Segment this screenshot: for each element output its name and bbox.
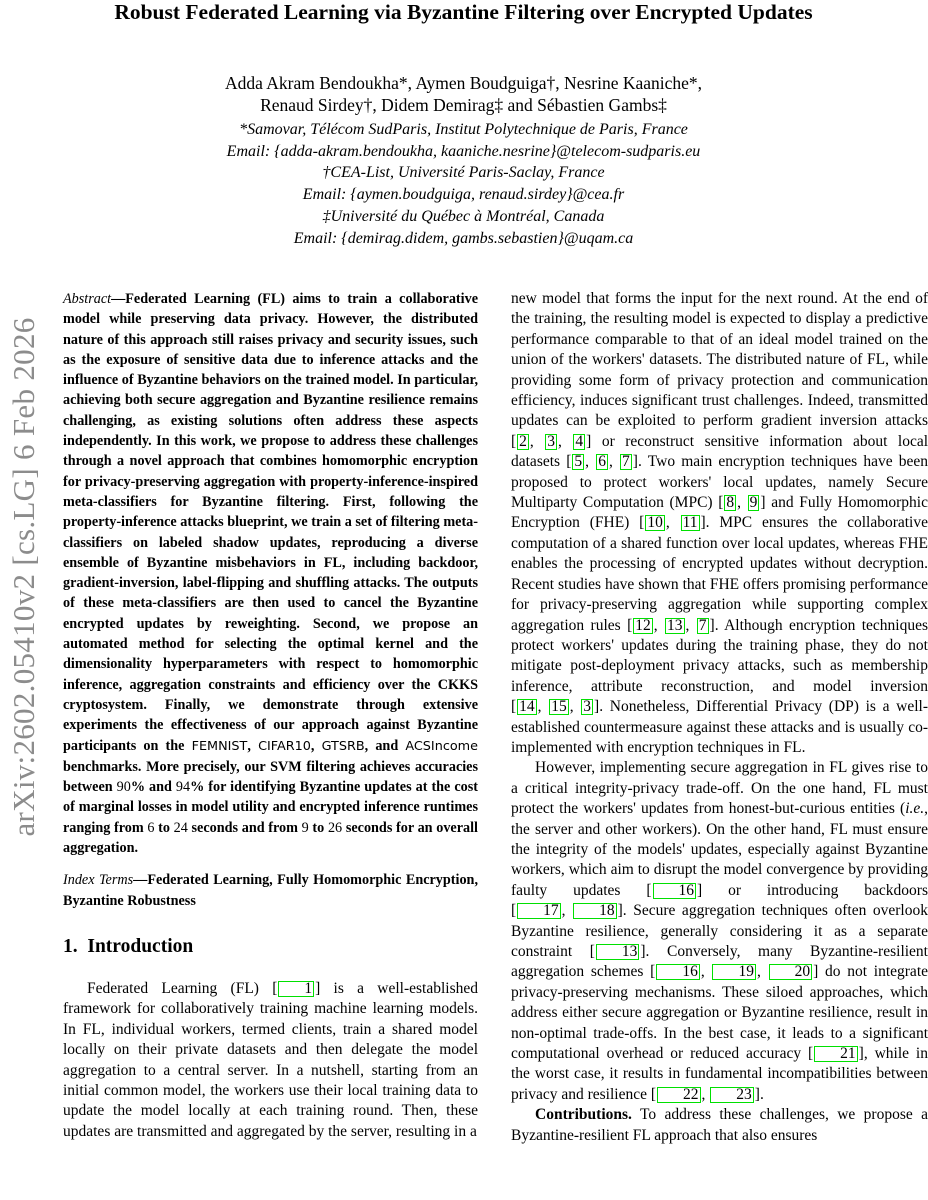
citation-link[interactable]: 11 [682, 514, 698, 532]
affiliation-line: *Samovar, Télécom SudParis, Institut Polytechnique de Paris, France [239, 121, 688, 138]
section-heading [63, 935, 478, 959]
abstract-text: % and [130, 779, 176, 796]
section-number: 1. [63, 935, 78, 957]
citation-link[interactable]: 10 [647, 514, 663, 532]
dataset-name: GTSRB [321, 738, 365, 754]
abstract-text: % for identifying Byzantine updates at the cost of marginal losses in model utility and encrypted inference runtimes ranging from [63, 779, 478, 836]
citation-link[interactable]: 12 [635, 616, 651, 634]
citation-group: [ 2 , 3 , 4 ] [511, 432, 592, 450]
body-text: To address these challenges, we propose a Byzantine-resilient FL approach that also ensures [511, 1106, 928, 1144]
citation-link[interactable]: 6 [598, 453, 606, 471]
abstract-text: benchmarks. More precisely, our SVM filtering achieves accuracies between [63, 758, 478, 796]
index-terms-label: Index Terms [63, 872, 134, 889]
affiliation-email: Email: {demirag.didem, gambs.sebastien}@uqam.ca [293, 229, 634, 247]
citation-link[interactable]: 17 [517, 903, 561, 919]
citation-link[interactable]: 22 [657, 1087, 701, 1103]
abstract-text: —Federated Learning (FL) aims to train a collaborative model while preserving data privacy. However, the distributed nature of this approach still raises privacy and security issues, such as the exposure of sensitive data due to inference attacks and the influence of Byzantine behaviors on the trained model. In particular, achieving both secure aggregation and Byzantine resilience remains challenging, as existing solutions often address these aspects independently. In this work, we propose to address these challenges through a novel approach that combines homomorphic encryption for privacy-preserving aggregation with property-inference-inspired meta-classifiers for Byzantine filtering. First, following the property-inference attacks blueprint, we train a set of filtering meta-classifiers on labeled shadow updates, reproducing a diverse ensemble of Byzantine misbehaviors in FL, including backdoor, gradient-inversion, label-flipping and shuffling attacks. The outputs of these meta-classifiers are then used to cancel the Byzantine encrypted updates by reweighting. Second, we propose an automated method for selecting the optimal kernel and the dimensionality hyperparameters with respect to homomorphic inference, aggregation constraints and efficiency over the CKKS cryptosystem. Finally, we demonstrate through extensive experiments the effectiveness of our approach against Byzantine participants on the [63, 291, 478, 754]
citation-link[interactable]: 21 [814, 1046, 858, 1062]
section-title: Introduction [87, 935, 194, 957]
index-terms-text: —Federated Learning, Fully Homomorphic Encryption, Byzantine Robustness [63, 872, 478, 909]
abstract [63, 289, 478, 858]
paper-title: Robust Federated Learning via Byzantine Filtering over Encrypted Updates [114, 0, 813, 24]
body-text: and Fully Homomorphic Encryption (FHE) [511, 494, 928, 532]
citation-group: [ 13 ] [589, 943, 646, 960]
author-list [0, 72, 927, 116]
affiliation-line: ‡Université du Québec à Montréal, Canada [322, 207, 605, 225]
body-text: . Conversely, many Byzantine-resilient aggregation schemes [511, 943, 928, 981]
abstract-text: to [154, 819, 174, 836]
abstract-text: seconds and from [187, 819, 302, 836]
index-terms [63, 870, 478, 911]
citation-link[interactable]: 16 [653, 883, 697, 899]
number: 94 [175, 779, 191, 796]
citation-link[interactable]: 1 [278, 981, 314, 997]
citation-link[interactable]: 5 [574, 453, 583, 471]
right-column [511, 289, 928, 1146]
body-text: . Nonetheless, Differential Privacy (DP) is a well-established countermeasure against these attacks and is usually co-implemented with encryption techniques in FL. [511, 698, 928, 756]
body-text: . MPC ensures the collaborative computation of a shared function over local updates, whereas FHE enables the processing of encrypted updates without decryption. Recent studies have shown that FHE offers promising performance for privacy-preserving aggregation while supporting complex aggregation rules [511, 514, 928, 634]
intro-paragraph [511, 758, 928, 1105]
citation-group: [ 5 , 6 , 7 ] [566, 453, 638, 471]
abstract-text: seconds for an overall aggregation. [63, 819, 478, 857]
author-line-2: Renaud Sirdey†, Didem Demirag‡ and Sébastien Gambs‡ [260, 95, 667, 115]
number: 6 [147, 819, 155, 836]
citation-group: [ 22 , 23 ] [650, 1085, 760, 1103]
body-text: is a well-established framework for collaboratively training machine learning models. In FL, individual workers, termed clients, train a shared model locally on their private datasets and then delegate the model aggregation to a central server. In a nutshell, starting from an initial common model, the workers use their local training data to update the model locally at each training round. Then, these updates are transmitted and aggregated by the server, resulting in a [63, 979, 478, 1140]
citation-link[interactable]: 7 [698, 616, 707, 634]
citation-link[interactable]: 23 [710, 1087, 754, 1103]
body-text: Federated Learning (FL) [87, 979, 273, 997]
body-text: . [759, 1085, 764, 1103]
abstract-label: Abstract [63, 291, 112, 307]
affiliation-email: Email: {aymen.boudguiga, renaud.sirdey}@cea.fr [302, 186, 625, 204]
citation-link[interactable]: 2 [519, 432, 527, 450]
contributions-label: Contributions. [535, 1106, 632, 1124]
body-text: or reconstruct sensitive information about local datasets [511, 432, 928, 471]
abstract-text: , [310, 737, 322, 754]
body-text: new model that forms the input for the next round. At the end of the training, the resulting model is expected to display a predictive performance comparable to that of an ideal model trained on the union of the workers' datasets. The distributed nature of FL, while providing some form of privacy protection and communication efficiency, induces significant trust challenges. Indeed, transmitted updates can be exploited to perform gradient inversion attacks [511, 290, 928, 430]
number: 24 [173, 819, 188, 836]
citation-link[interactable]: 7 [622, 453, 630, 471]
citation-link[interactable]: 4 [575, 432, 584, 450]
citation-group: [ 8 , 9 ] [718, 494, 766, 512]
citation-link[interactable]: 16 [656, 964, 700, 980]
intro-paragraph [511, 289, 928, 758]
dataset-name: ACSIncome [405, 738, 479, 754]
body-text: However, implementing secure aggregation in FL gives rise to a critical integrity-privacy trade-off. On the one hand, FL must protect the workers' updates from honest-but-curious entities ( [511, 759, 928, 818]
citation-link[interactable]: 13 [596, 944, 640, 960]
abstract-text: to [308, 819, 328, 836]
affiliations [0, 119, 927, 249]
citation-group: [ 12 , 13 , 7 ] [627, 616, 715, 634]
affiliation-email: Email: {adda-akram.bendoukha, kaaniche.nesrine}@telecom-sudparis.eu [226, 142, 701, 160]
citation-link[interactable]: 9 [749, 494, 758, 512]
number: 90 [116, 779, 131, 796]
citation-group: [ 21 ] [807, 1045, 864, 1063]
citation-link[interactable]: 8 [726, 494, 735, 512]
number: 26 [327, 819, 343, 836]
dataset-name: CIFAR10 [258, 738, 311, 754]
abstract-text: , [247, 737, 259, 754]
citation-link[interactable]: 13 [667, 616, 683, 634]
body-text: , while in the worst case, it results in fundamental incompatibilities between privacy and resilience [511, 1045, 928, 1103]
citation-link[interactable]: 19 [712, 964, 756, 980]
body-text: . Two main encryption techniques have been proposed to protect workers' local updates, namely Secure Multiparty Computation (MPC) [511, 453, 928, 512]
citation-group: [ 17 , 18 ] [511, 902, 623, 920]
author-line-1: Adda Akram Bendoukha*, Aymen Boudguiga†, Nesrine Kaaniche*, [224, 73, 703, 93]
body-text: , the server and other workers). On the other hand, FL must ensure the integrity of the models' updates, especially against Byzantine workers, which aim to disrupt the model convergence by providing faulty updates [511, 800, 928, 899]
affiliation-line: †CEA-List, Université Paris-Saclay, France [322, 164, 605, 182]
intro-paragraph [511, 1105, 928, 1146]
body-text: . Secure aggregation techniques often overlook Byzantine resilience, generally considering it as a separate constraint [511, 902, 928, 960]
left-column [63, 289, 478, 1142]
citation-group: [ 16 ] [646, 881, 703, 899]
body-text: . Although encryption techniques protect workers' updates during the training phase, they do not mitigate post-deployment privacy attacks, such as membership inference, attribute reconstruction, and model inversion [511, 616, 928, 695]
citation-link[interactable]: 20 [769, 964, 813, 980]
citation-link[interactable]: 3 [583, 698, 592, 716]
citation-link[interactable]: 15 [551, 698, 567, 716]
emphasis: i.e. [905, 800, 925, 818]
number: 9 [301, 819, 309, 836]
citation-link[interactable]: 18 [573, 903, 617, 919]
abstract-text: , and [364, 737, 406, 754]
body-text: do not integrate privacy-preserving mechanisms. These siloed approaches, which address either secure aggregation or Byzantine resilience, result in non-optimal trade-offs. In the best case, it leads to a significant computational overhead or reduced accuracy [511, 963, 928, 1063]
body-text: or introducing backdoors [702, 881, 928, 899]
citation-group: [ 10 , 11 ] [639, 514, 706, 532]
citation-link[interactable]: 14 [519, 698, 535, 716]
citation-group: [ 16 , 19 , 20 ] [650, 963, 819, 981]
dataset-name: FEMNIST [191, 738, 248, 754]
citation-link[interactable]: 3 [547, 432, 556, 450]
arxiv-stamp: arXiv:2602.05410v2 [cs.LG] 6 Feb 2026 [6, 317, 41, 837]
intro-paragraph: Federated Learning (FL) [ 1 ] is a well-established framework for collaboratively training machine learning models. In FL, individual workers, termed clients, train a shared model locally on their private datasets and then delegate the model aggregation to a central server. In a nutshell, starting from an initial common model, the workers use their local training data to update the model locally at each training round. Then, these updates are transmitted and aggregated by the server, resulting in a [63, 979, 478, 1140]
citation-group: [ 14 , 15 , 3 ] [511, 698, 600, 716]
